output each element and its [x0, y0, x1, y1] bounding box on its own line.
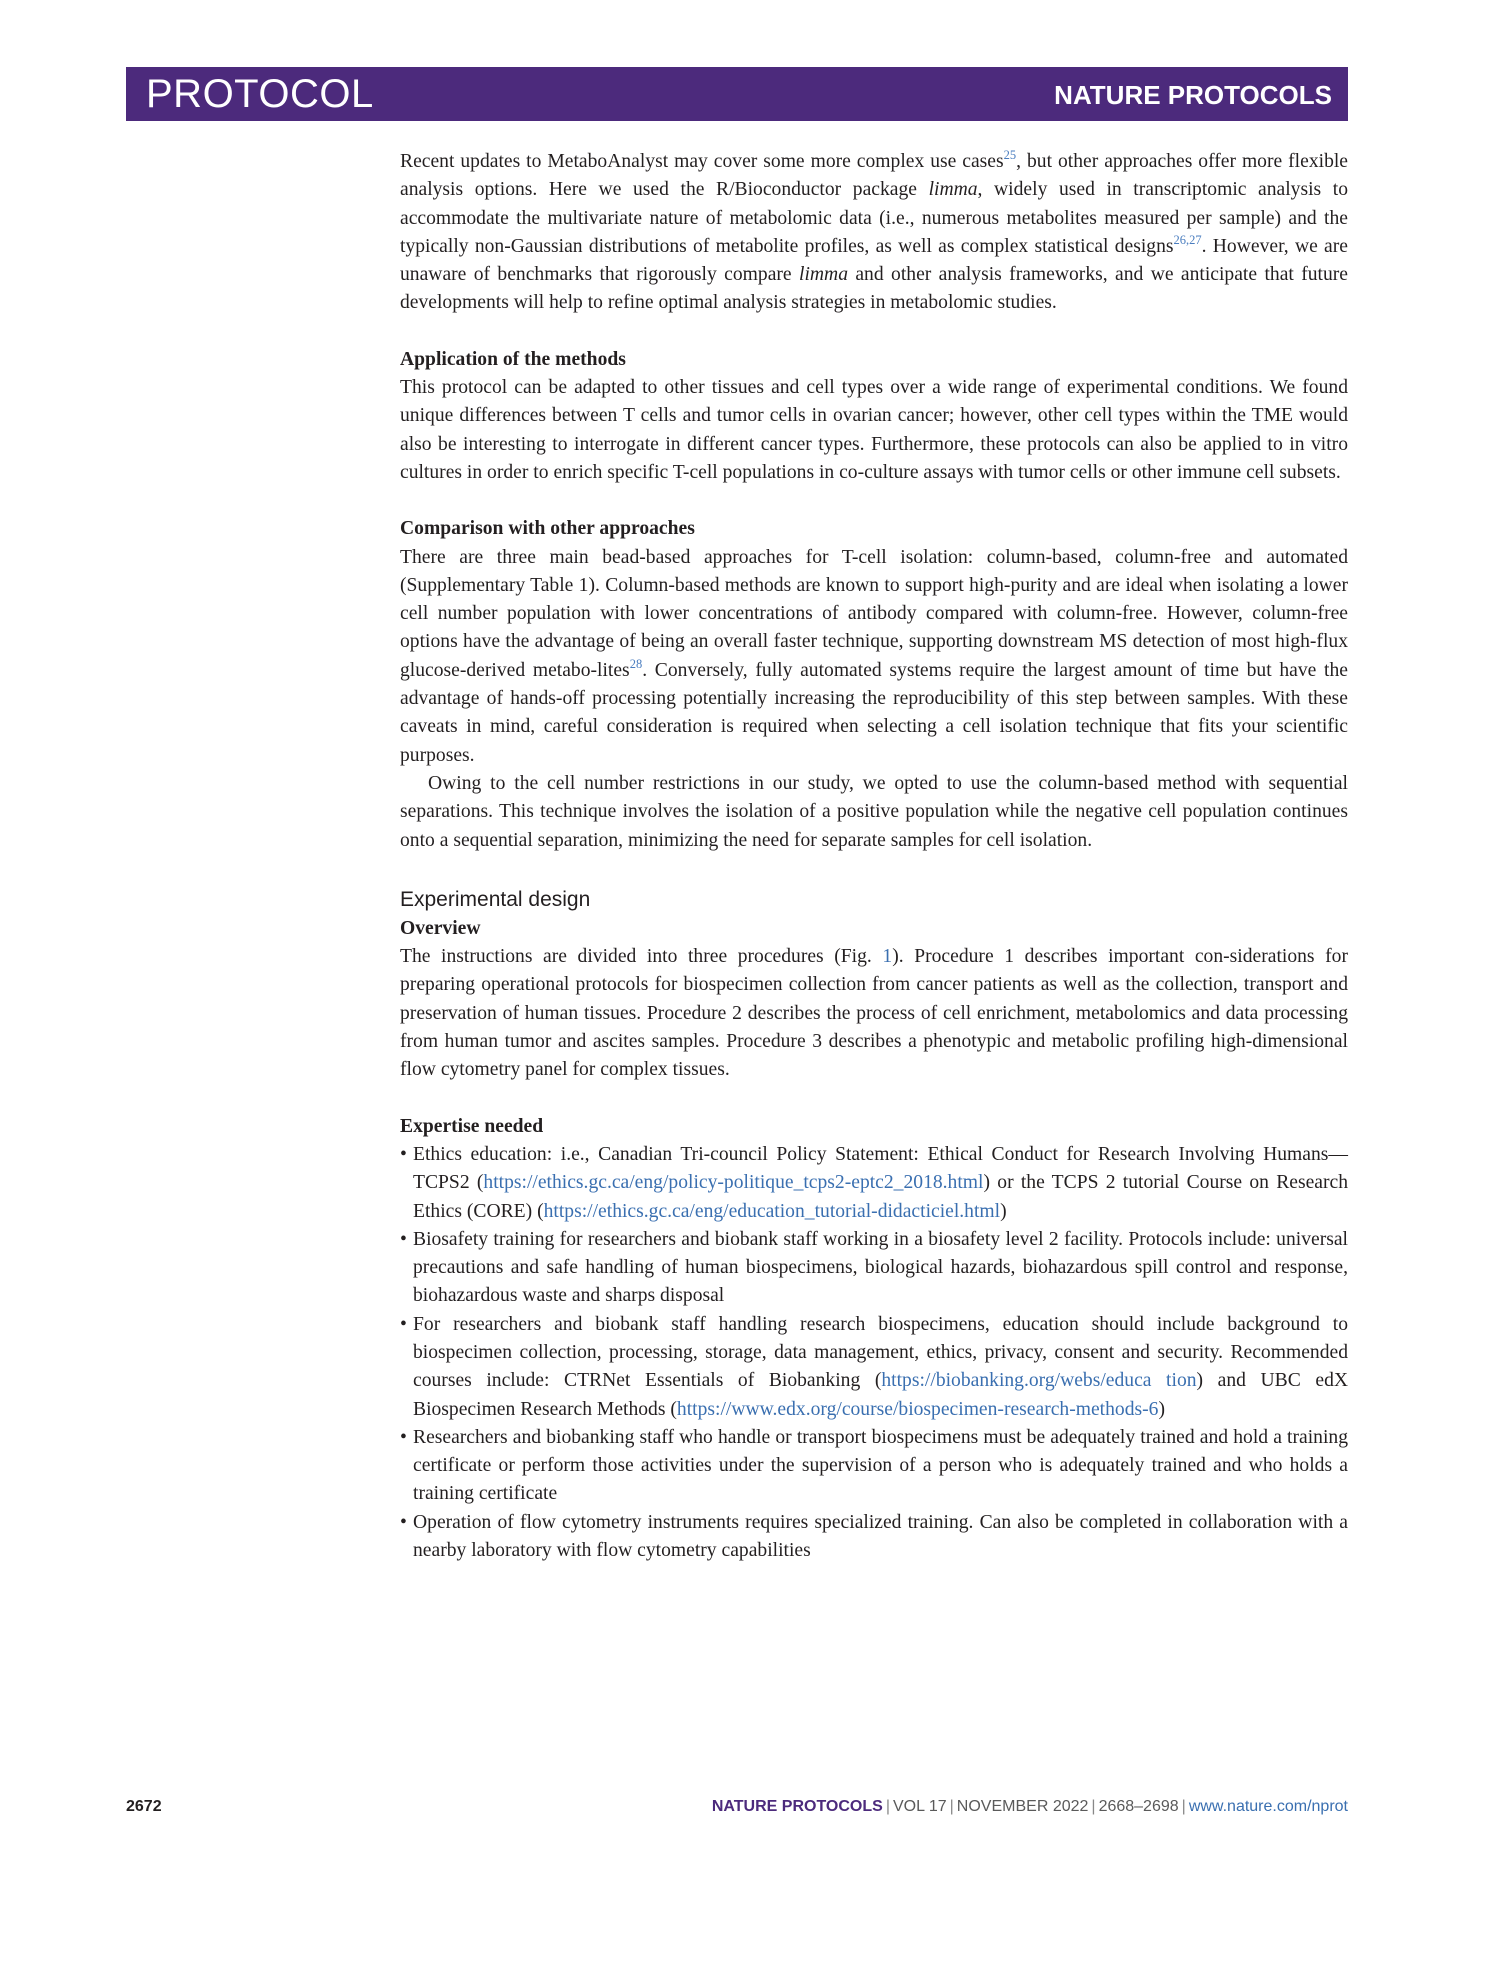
text-run: ) or the TCPS 2 tutorial Course on Research Ethics (CORE) ( — [413, 1172, 1348, 1222]
separator: | — [885, 1798, 890, 1815]
expertise-list — [400, 1141, 1348, 1565]
text-run: ) — [1000, 1200, 1007, 1222]
text-run: ). Procedure 1 describes important con-siderations for preparing operational protocols for biospecimen collection from cancer patients as well as the collection, transport and preservation of human tissues. Procedure 2 describes the process of cell enrichment, metabolomics and data processing from human tumor and ascites samples. Procedure 3 describes a phenotypic and metabolic profiling high-dimensional flow cytometry panel for complex tissues. — [400, 946, 1348, 1081]
list-item — [400, 1226, 1348, 1311]
footer-url[interactable]: www.nature.com/nprot — [1188, 1798, 1348, 1815]
section-title: Experimental design — [400, 887, 591, 911]
subsection-heading: Expertise needed — [400, 1115, 544, 1137]
footer-pages: 2668–2698 — [1098, 1798, 1179, 1815]
text-run: and other analysis frameworks, and we anticipate that future developments will help to refine optimal analysis strategies in metabolomic studies. — [400, 264, 1348, 314]
separator: | — [949, 1798, 954, 1815]
text-run: The instructions are divided into three procedures (Fig. — [400, 946, 883, 968]
text-run: , but other approaches offer more flexible analysis options. Here we used the R/Bioconductor package — [400, 151, 1349, 201]
bullet-icon: • — [400, 1511, 407, 1533]
package-name: limma — [928, 179, 978, 201]
bullet-icon: • — [400, 1228, 407, 1250]
url-link[interactable]: https://biobanking.org/webs/educa tion — [881, 1370, 1197, 1392]
text-run: Recent updates to MetaboAnalyst may cover some more complex use cases — [400, 151, 1004, 172]
text-run: ) and UBC edX Biospecimen Research Methods ( — [413, 1370, 1349, 1420]
page-header — [126, 67, 1348, 121]
separator: | — [1091, 1798, 1096, 1815]
text-run: , widely used in transcriptomic analysis to accommodate the multivariate nature of metabolomic data (i.e., numerous metabolites measured per sample) and the typically non-Gaussian distributions of metabolite profiles, as well as complex statistical designs — [400, 179, 1349, 257]
footer-date: NOVEMBER 2022 — [956, 1798, 1089, 1815]
citation[interactable]: 26,27 — [1173, 232, 1202, 247]
list-item — [400, 1509, 1348, 1566]
page-number: 2672 — [126, 1798, 162, 1815]
figure-link[interactable]: 1 — [882, 946, 893, 968]
journal-reference — [712, 1798, 1348, 1816]
journal-label: NATURE PROTOCOLS — [1054, 80, 1332, 110]
text-run: Researchers and biobanking staff who handle or transport biospecimens must be adequately trained and hold a training certificate or perform those activities under the supervision of a person who is adequately trained and who holds a training certificate — [413, 1426, 1348, 1505]
overview-paragraph — [400, 943, 1348, 1084]
text-run: ) — [1158, 1398, 1165, 1420]
list-item — [400, 1424, 1348, 1509]
section-heading: Comparison with other approaches — [400, 518, 695, 540]
text-run: . However, we are unaware of benchmarks that rigorously compare — [400, 235, 1348, 286]
text-run: For researchers and biobank staff handling research biospecimens, education should include background to biospecimen collection, processing, storage, data management, ethics, privacy, consent and security. Recommended courses include: CTRNet Essentials of Biobanking ( — [413, 1313, 1348, 1392]
url-link[interactable]: https://ethics.gc.ca/eng/policy-politique_tcps2-eptc2_2018.html — [483, 1172, 984, 1194]
intro-paragraph — [400, 148, 1348, 318]
url-link[interactable]: https://ethics.gc.ca/eng/education_tutorial-didacticiel.html — [543, 1200, 1001, 1222]
bullet-icon: • — [400, 1143, 407, 1165]
citation[interactable]: 25 — [1003, 147, 1017, 162]
separator: | — [1181, 1798, 1186, 1815]
section-label: PROTOCOL — [146, 72, 374, 116]
section-heading: Application of the methods — [400, 348, 626, 370]
text-run: Ethics education: i.e., Canadian Tri-council Policy Statement: Ethical Conduct for Research Involving Humans—TCPS2 ( — [413, 1143, 1348, 1194]
package-name: limma — [799, 264, 848, 286]
citation[interactable]: 28 — [629, 656, 643, 671]
article-body — [400, 148, 1348, 1565]
text-run: Biosafety training for researchers and biobank staff working in a biosafety level 2 facility. Protocols include: universal precautions and safe handling of human biospecimens, biological hazards, biohazardous spill control and response, biohazardous waste and sharps disposal — [413, 1228, 1348, 1307]
url-link[interactable]: https://www.edx.org/course/biospecimen-research-methods-6 — [676, 1398, 1159, 1420]
bullet-icon: • — [400, 1313, 407, 1335]
subsection-heading: Overview — [400, 917, 481, 939]
list-item — [400, 1141, 1348, 1226]
footer-journal: NATURE PROTOCOLS — [711, 1798, 883, 1815]
text-run: There are three main bead-based approaches for T-cell isolation: column-based, column-free and automated (Supplementary Table 1). Column-based methods are known to support high-purity and are ideal when isolating a lower cell number population with lower concentrations of antibody compared with column-free. However, column-free options have the advantage of being an overall faster technique, supporting downstream MS detection of most high-flux glucose-derived metabo-lites — [400, 546, 1348, 681]
comparison-paragraph — [400, 544, 1348, 770]
text-run: Operation of flow cytometry instruments requires specialized training. Can also be completed in collaboration with a nearby laboratory with flow cytometry capabilities — [413, 1511, 1348, 1562]
text-run: . Conversely, fully automated systems require the largest amount of time but have the advantage of hands-off processing potentially increasing the reproducibility of this step between samples. With these caveats in mind, careful consideration is required when selecting a cell isolation technique that fits your scientific purposes. — [400, 659, 1348, 766]
comparison-paragraph-2: Owing to the cell number restrictions in our study, we opted to use the column-based method with sequential separations. This technique involves the isolation of a positive population while the negative cell population continues onto a sequential separation, minimizing the need for separate samples for cell isolation. — [400, 772, 1348, 851]
list-item — [400, 1311, 1348, 1424]
application-paragraph: This protocol can be adapted to other tissues and cell types over a wide range of experimental conditions. We found unique differences between T cells and tumor cells in ovarian cancer; however, other cell types within the TME would also be interesting to interrogate in different cancer types. Furthermore, these protocols can also be applied to in vitro cultures in order to enrich specific T-cell populations in co-culture assays with tumor cells or other immune cell subsets. — [400, 377, 1348, 483]
bullet-icon: • — [400, 1426, 407, 1448]
footer-volume: VOL 17 — [892, 1798, 947, 1815]
